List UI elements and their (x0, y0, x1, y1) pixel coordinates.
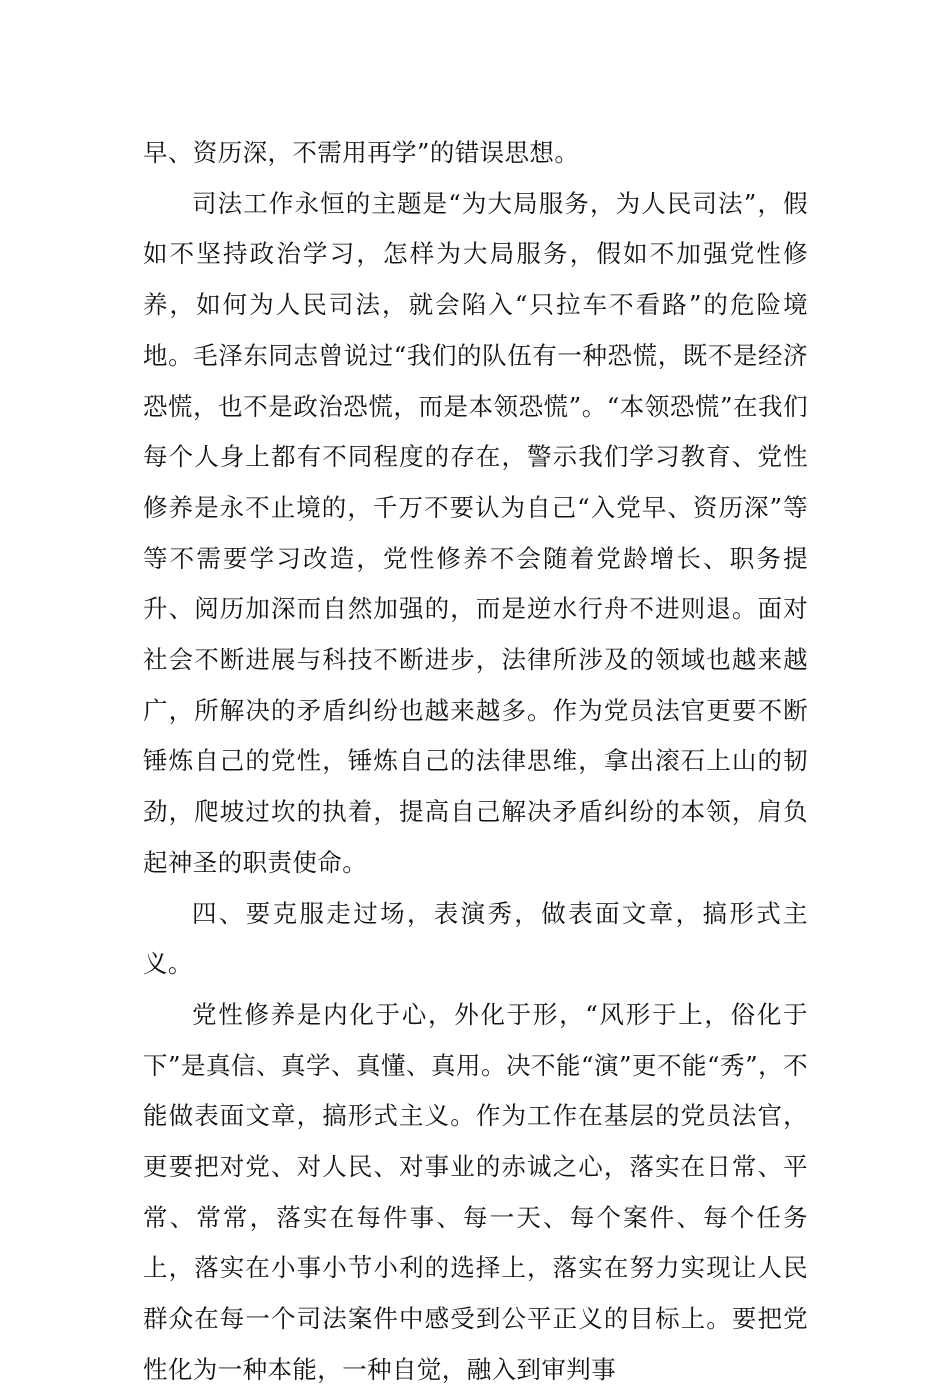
paragraph-judicial-theme: 司法工作永恒的主题是“为大局服务，为人民司法”，假如不坚持政治学习，怎样为大局服务，假如不加强党性修养，如何为人民司法，就会陷入“只拉车不看路”的危险境地。毛泽东同志曾说过“我们的队伍有一种恐慌，既不是经济恐慌，也不是政治恐慌，而是本领恐慌”。“本领恐慌”在我们每个人身上都有不同程度的存在，警示我们学习教育、党性修养是永不止境的，千万不要认为自己“入党早、资历深”等等不需要学习改造，党性修养不会随着党龄增长、职务提升、阅历加深而自然加强的，而是逆水行舟不进则退。面对社会不断进展与科技不断进步，法律所涉及的领域也越来越广，所解决的矛盾纠纷也越来越多。作为党员法官更要不断锤炼自己的党性，锤炼自己的法律思维，拿出滚石上山的韧劲，爬坡过坎的执着，提高自己解决矛盾纠纷的本领，肩负起神圣的职责使命。 (143, 188, 808, 877)
section-heading-four: 四、要克服走过场，表演秀，做表面文章，搞形式主义。 (143, 898, 808, 979)
document-body (143, 128, 808, 1396)
paragraph-party-spirit: 党性修养是内化于心，外化于形，“风形于上，俗化于下”是真信、真学、真懂、真用。决不能“演”更不能“秀”，不能做表面文章，搞形式主义。作为工作在基层的党员法官，更要把对党、对人民、对事业的赤诚之心，落实在日常、平常、常常，落实在每件事、每一天、每个案件、每个任务上，落实在小事小节小利的选择上，落实在努力实现让人民群众在每一个司法案件中感受到公平正义的目标上。要把党性化为一种本能，一种自觉，融入到审判事 (143, 999, 808, 1384)
paragraph-continuation: 早、资历深，不需用再学”的错误思想。 (143, 138, 580, 167)
